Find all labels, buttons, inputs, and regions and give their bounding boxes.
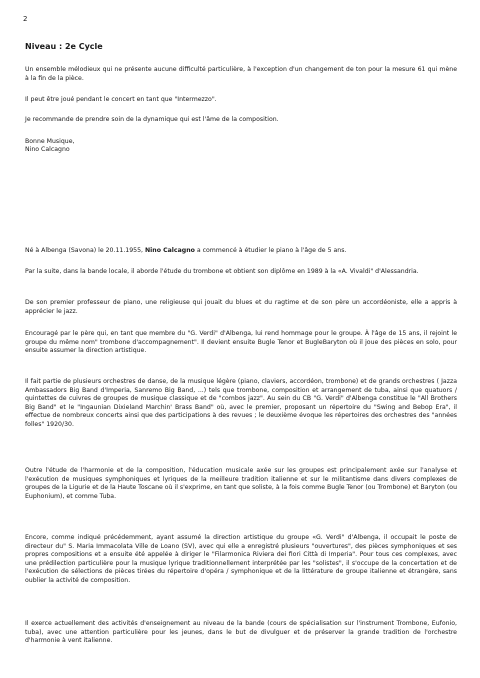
intro-paragraph-3: Je recommande de prendre soin de la dynamique qui est l'âme de la composition. bbox=[25, 116, 279, 123]
level-heading: Niveau : 2e Cycle bbox=[25, 42, 103, 51]
bio-intro-text: Né à Albenga (Savona) le 20.11.1955, bbox=[25, 247, 145, 254]
bio-paragraph-4: Encouragé par le père qui, en tant que membre du "G. Verdi" d'Albenga, lui rend hommage pour le groupe. À l'âge de 15 ans, il rejoint le groupe du même nom" trombone d'accompagnement". Il devient ensuite Bugle Tenor et BugleBaryton où il joue des pièces en solo, pour ensuite assumer la direction artistique. bbox=[25, 330, 457, 355]
bio-paragraph-6: Outre l'étude de l'harmonie et de la composition, l'éducation musicale axée sur les groupes est principalement axée sur l'analyse et l'exécution de musiques symphoniques et lyriques de la meilleure tradition italienne et sur le militantisme dans divers complexes de groupes de la Ligurie et de la Haute Toscane où il s'exprime, en tant que soliste, à la fois comme Bugle Tenor (ou Trombone) et Baryton (ou Euphonium), et comme Tuba. bbox=[25, 467, 457, 500]
page-number: 2 bbox=[23, 15, 28, 23]
closing-greeting: Bonne Musique, bbox=[25, 138, 75, 145]
intro-paragraph-1: Un ensemble mélodieux qui ne présente aucune difficulté particulière, à l'exception d'un changement de ton pour la mesure 61 qui mène à la fin de la pièce. bbox=[25, 66, 457, 82]
bio-intro-text-end: a commencé à étudier le piano à l'âge de 5 ans. bbox=[194, 247, 347, 254]
bio-paragraph-2: Par la suite, dans la bande locale, il aborde l'étude du trombone et obtient son diplôme en 1989 à la «A. Vivaldi" d'Alessandria. bbox=[25, 268, 419, 275]
closing-signature: Nino Calcagno bbox=[25, 146, 70, 153]
bio-paragraph-5: Il fait partie de plusieurs orchestres de danse, de la musique légère (piano, claviers, accordéon, trombone) et de grands orchestres ( Jazza Ambassadors Big Band d'Imperia, Sanremo Big Band, ...) tels que trombone, composition et arrangement de tuba, ainsi que quatuors / quintettes de cuivres de groupes de musique classique et de "combos jazz". Au sein du CB "G. Verdi" d'Albenga constitue le "All Brothers Big Band" et le "Ingaunian Dixieland Marchin' Brass Band" où, avec le premier, proposant un répertoire du "Swing and Bebop Era", il effectue de nombreux concerts ainsi que des participations à des revues ; le deuxième évoque les répertoires des orchestres des "années folles" 1920/30. bbox=[25, 378, 457, 428]
bio-paragraph-1 bbox=[25, 247, 457, 256]
intro-paragraph-2: Il peut être joué pendant le concert en tant que "Intermezzo". bbox=[25, 96, 217, 103]
bio-paragraph-7: Encore, comme indiqué précédemment, ayant assumé la direction artistique du groupe «G. Verdi" d'Albenga, il occupait le poste de directeur du" S. Maria Immacolata Ville de Loano (SV), avec qui elle a enregistré plusieurs "ouvertures", des pièces symphoniques et ses propres compositions et a ensuite été appelée à diriger le "Filarmonica Riviera dei fiori Città di Imperia". Pour tous ces complexes, avec une prédilection particulière pour la musique lyrique traditionnellement interprétée par les "solistes", il s'occupe de la concertation et de l'exécution de sélections de pièces tirées du répertoire d'opéra / symphonique et de la littérature de groupe italienne et étrangère, sans oublier la activité de composition. bbox=[25, 534, 457, 584]
bio-paragraph-8: Il exerce actuellement des activités d'enseignement au niveau de la bande (cours de spécialisation sur l'instrument Trombone, Eufonio, tuba), avec une attention particulière pour les jeunes, dans le but de divulguer et de préserver la grande tradition de l'orchestre d'harmonie à vent italienne. bbox=[25, 620, 457, 645]
composer-name: Nino Calcagno bbox=[144, 247, 195, 254]
bio-paragraph-3: De son premier professeur de piano, une religieuse qui jouait du blues et du ragtime et de son père un accordéoniste, elle a appris à apprécier le jazz. bbox=[25, 299, 457, 315]
